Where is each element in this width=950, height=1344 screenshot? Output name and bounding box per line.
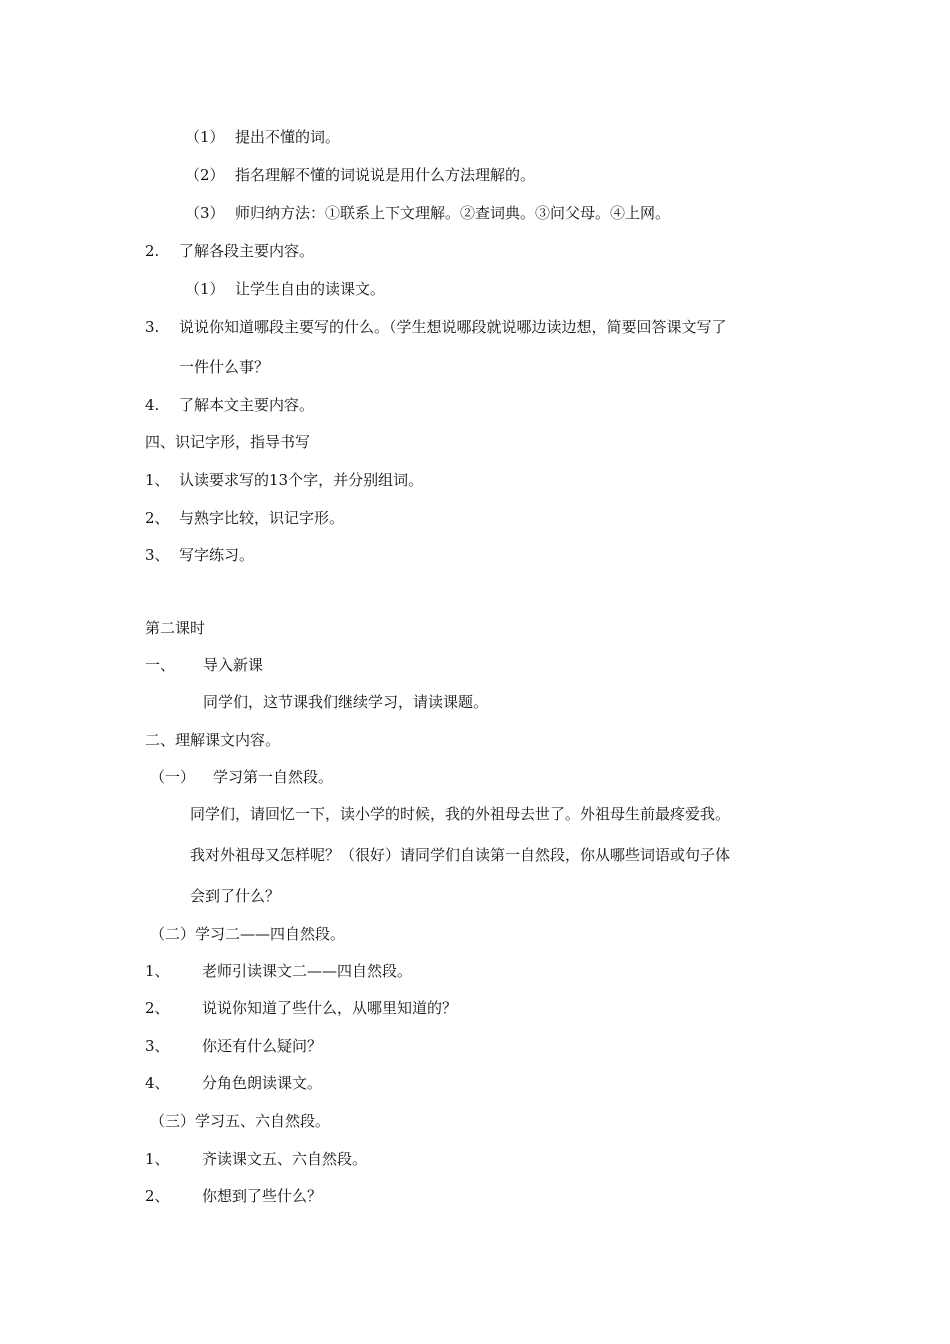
text-line xyxy=(145,961,412,981)
item-number: （1） xyxy=(185,128,225,146)
line-text: 了解本文主要内容。 xyxy=(179,396,315,414)
line-text: 让学生自由的读课文。 xyxy=(235,280,386,298)
item-number: 2、 xyxy=(145,509,170,527)
item-number: 2. xyxy=(145,242,160,260)
line-text: （二）学习二——四自然段。 xyxy=(150,925,346,943)
item-number: 3、 xyxy=(145,1037,170,1055)
text-line xyxy=(145,1186,322,1206)
line-text: 学习第一自然段。 xyxy=(213,768,334,786)
line-text: 第二课时 xyxy=(145,619,206,637)
text-line xyxy=(179,357,269,377)
text-line xyxy=(185,203,670,223)
text-line xyxy=(145,1149,367,1169)
text-line xyxy=(190,804,730,824)
section-heading xyxy=(145,730,280,750)
text-line xyxy=(145,508,344,528)
text-line xyxy=(145,241,314,261)
text-line xyxy=(185,127,340,147)
text-line xyxy=(145,317,727,337)
line-text: 指名理解不懂的词说说是用什么方法理解的。 xyxy=(235,166,536,184)
section-heading xyxy=(150,924,345,944)
text-line xyxy=(190,845,730,865)
line-text: 师归纳方法：①联系上下文理解。②查词典。③问父母。④上网。 xyxy=(235,204,671,222)
line-text: 了解各段主要内容。 xyxy=(179,242,315,260)
item-number: （3） xyxy=(185,204,225,222)
text-line xyxy=(185,165,535,185)
item-number: 3. xyxy=(145,318,160,336)
line-text: 四、识记字形，指导书写 xyxy=(145,433,311,451)
line-text: 同学们，请回忆一下，读小学的时候，我的外祖母去世了。外祖母生前最疼爱我。 xyxy=(190,805,731,823)
text-line xyxy=(145,545,254,565)
line-text: 提出不懂的词。 xyxy=(235,128,341,146)
line-text: 导入新课 xyxy=(203,656,264,674)
line-text: 你还有什么疑问？ xyxy=(202,1037,323,1055)
line-text: 说说你知道了些什么，从哪里知道的？ xyxy=(202,999,458,1017)
line-text: 一件什么事？ xyxy=(179,358,270,376)
item-number: 1、 xyxy=(145,1150,170,1168)
line-text: 二、理解课文内容。 xyxy=(145,731,281,749)
line-text: 分角色朗读课文。 xyxy=(202,1074,323,1092)
text-line xyxy=(203,692,488,712)
line-text: 同学们，这节课我们继续学习，请读课题。 xyxy=(203,693,489,711)
line-text: 与熟字比较，识记字形。 xyxy=(179,509,345,527)
line-text: 你想到了些什么？ xyxy=(202,1187,323,1205)
item-number: （2） xyxy=(185,166,225,184)
line-text: 认读要求写的13个字，并分别组词。 xyxy=(179,471,424,489)
item-number: 4. xyxy=(145,396,160,414)
line-text: 说说你知道哪段主要写的什么。（学生想说哪段就说哪边读边想，简要回答课文写了 xyxy=(179,318,727,336)
item-number: 一、 xyxy=(145,656,176,674)
line-text: 会到了什么？ xyxy=(190,887,281,905)
text-line xyxy=(190,886,280,906)
item-number: （一） xyxy=(150,768,196,786)
item-number: 1、 xyxy=(145,471,170,489)
text-line xyxy=(150,767,333,787)
line-text: 我对外祖母又怎样呢？（很好）请同学们自读第一自然段，你从哪些词语或句子体 xyxy=(190,846,731,864)
item-number: 2、 xyxy=(145,999,170,1017)
item-number: （1） xyxy=(185,280,225,298)
text-line xyxy=(145,998,457,1018)
section-heading xyxy=(145,432,310,452)
item-number: 1、 xyxy=(145,962,170,980)
text-line xyxy=(145,395,314,415)
text-line xyxy=(145,470,423,490)
text-line xyxy=(145,1073,322,1093)
line-text: （三）学习五、六自然段。 xyxy=(150,1112,331,1130)
text-line xyxy=(145,655,263,675)
item-number: 2、 xyxy=(145,1187,170,1205)
item-number: 3、 xyxy=(145,546,170,564)
text-line xyxy=(185,279,385,299)
text-line xyxy=(145,1036,322,1056)
section-heading xyxy=(150,1111,330,1131)
line-text: 老师引读课文二——四自然段。 xyxy=(202,962,413,980)
line-text: 写字练习。 xyxy=(179,546,255,564)
lesson-heading xyxy=(145,618,205,638)
line-text: 齐读课文五、六自然段。 xyxy=(202,1150,368,1168)
item-number: 4、 xyxy=(145,1074,170,1092)
